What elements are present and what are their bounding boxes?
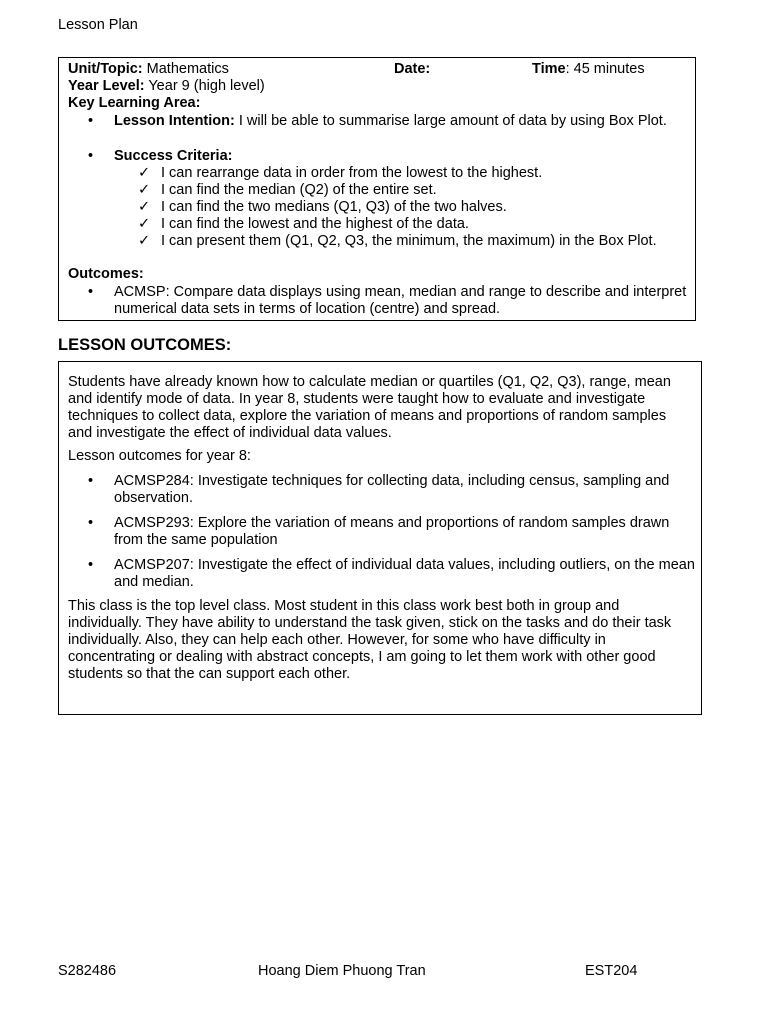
year8-outcomes-label: Lesson outcomes for year 8: — [68, 448, 251, 464]
checkmark-icon: ✓ — [138, 233, 151, 249]
bullet-icon: • — [88, 148, 94, 164]
lesson-intention-text: I will be able to summarise large amount of data by using Box Plot. — [234, 113, 667, 129]
year-level-value: Year 9 (high level) — [144, 78, 265, 94]
checkmark-icon: ✓ — [138, 216, 151, 232]
success-criteria-label: Success Criteria: — [114, 148, 233, 164]
bullet-icon: • — [88, 557, 94, 573]
outcomes-intro-paragraph: Students have already known how to calculate median or quartiles (Q1, Q2, Q3), range, mean and identify mode of data. In year 8, students were taught how to evaluate and investigate techniques to collect data, explore the variation of means and proportions of random samples and investigate the effect of individual data values. — [68, 374, 671, 441]
bullet-icon: • — [88, 515, 94, 531]
bullet-icon: • — [88, 113, 94, 129]
time-line — [532, 61, 645, 78]
class-note-paragraph: This class is the top level class. Most student in this class work best both in group and individually. They have ability to understand the task given, stick on the tasks and do their task individually. Also, they can help each other. However, for some who have difficulty in concentrating or dealing with abstract concepts, I am going to let them work with other good students so that the can support each other. — [68, 598, 672, 682]
criteria-item: I can find the lowest and the highest of the data. — [161, 216, 469, 232]
outcome-item: ACMSP: Compare data displays using mean, median and range to describe and interpret numerical data sets in terms of location (centre) and spread. — [114, 284, 687, 317]
checkmark-icon: ✓ — [138, 182, 151, 198]
year-level-line — [68, 78, 265, 95]
lesson-plan-box — [58, 57, 696, 321]
criteria-item: I can present them (Q1, Q2, Q3, the minimum, the maximum) in the Box Plot. — [161, 233, 657, 249]
footer-course-code: EST204 — [585, 963, 638, 979]
criteria-item: I can rearrange data in order from the lowest to the highest. — [161, 165, 543, 181]
page-header-title: Lesson Plan — [58, 17, 138, 33]
criteria-item: I can find the two medians (Q1, Q3) of the two halves. — [161, 199, 507, 215]
unit-topic-label: Unit/Topic: — [68, 61, 143, 77]
lesson-outcomes-box — [58, 361, 702, 715]
bullet-icon: • — [88, 284, 94, 300]
time-value: : 45 minutes — [565, 61, 645, 77]
checkmark-icon: ✓ — [138, 199, 151, 215]
year8-outcome-item: ACMSP207: Investigate the effect of individual data values, including outliers, on the mean and median. — [114, 557, 695, 590]
footer-author-name: Hoang Diem Phuong Tran — [258, 963, 426, 979]
time-label: Time — [532, 61, 566, 77]
key-learning-area-label: Key Learning Area: — [68, 95, 201, 111]
year8-outcome-item: ACMSP284: Investigate techniques for collecting data, including census, sampling and observation. — [114, 473, 670, 506]
lesson-outcomes-heading: LESSON OUTCOMES: — [58, 336, 232, 354]
unit-topic-value: Mathematics — [142, 61, 229, 77]
date-label: Date: — [394, 61, 431, 77]
unit-topic-line — [68, 61, 229, 78]
bullet-icon: • — [88, 473, 94, 489]
lesson-intention — [114, 113, 674, 130]
year8-outcome-item: ACMSP293: Explore the variation of means and proportions of random samples drawn from the same population — [114, 515, 670, 548]
outcomes-label: Outcomes: — [68, 266, 144, 282]
lesson-intention-label: Lesson Intention: — [114, 113, 235, 129]
criteria-item: I can find the median (Q2) of the entire set. — [161, 182, 437, 198]
checkmark-icon: ✓ — [138, 165, 151, 181]
footer-student-id: S282486 — [58, 963, 117, 979]
year-level-label: Year Level: — [68, 78, 145, 94]
